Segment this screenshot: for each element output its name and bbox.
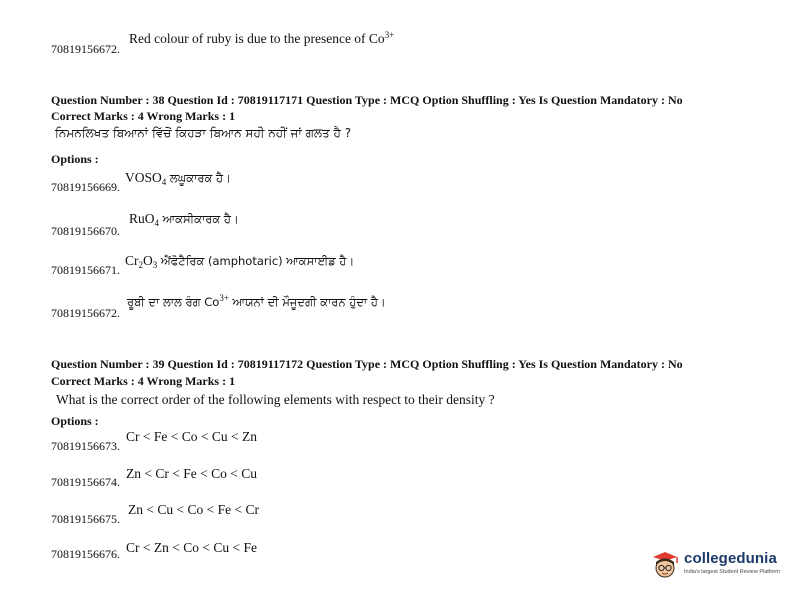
- option-text-main: Red colour of ruby is due to the presence of Co: [129, 31, 385, 46]
- option-id: 70819156673.: [51, 439, 120, 453]
- option-text-main: ਰੂਬੀ ਦਾ ਲਾਲ ਰੰਗ Co: [127, 295, 220, 309]
- logo-tagline: India's largest Student Review Platform: [684, 569, 780, 575]
- option-text: Zn < Cr < Fe < Co < Cu: [126, 466, 257, 481]
- option-id: 70819156671.: [51, 263, 120, 277]
- option-formula-2: O: [143, 253, 153, 268]
- options-label: Options :: [51, 152, 99, 166]
- options-label: Options :: [51, 414, 99, 428]
- mascot-icon: [648, 548, 682, 582]
- option-text-rest: ਐਂਫੋਟੈਰਿਕ (amphotaric) ਆਕਸਾਈਡ ਹੈ।: [157, 254, 355, 268]
- option-text: Zn < Cu < Co < Fe < Cr: [128, 502, 259, 517]
- option-formula: VOSO: [125, 170, 162, 185]
- option-id: 70819156670.: [51, 224, 120, 238]
- option-text: [129, 30, 394, 47]
- option-id: 70819156672.: [51, 42, 120, 56]
- question-marks: Correct Marks : 4 Wrong Marks : 1: [51, 109, 236, 123]
- question-marks: Correct Marks : 4 Wrong Marks : 1: [51, 374, 236, 388]
- logo-brand-text: collegedunia: [684, 550, 777, 567]
- option-superscript: 3+: [384, 30, 395, 40]
- option-id: 70819156675.: [51, 512, 120, 526]
- option-text-rest: ਆਕਸੀਕਾਰਕ ਹੈ।: [159, 212, 239, 226]
- option-id: 70819156669.: [51, 180, 120, 194]
- question-text: ਨਿਮਨਲਿਖਤ ਬਿਆਨਾਂ ਵਿੱਚੋਂ ਕਿਹੜਾ ਬਿਆਨ ਸਹੀ ਨਹੀਂ ਜਾਂ ਗਲਤ ਹੈ ?: [55, 126, 352, 140]
- option-text-rest: ਲਘੂਕਾਰਕ ਹੈ।: [166, 171, 231, 185]
- option-id: 70819156674.: [51, 475, 120, 489]
- option-text: [125, 170, 231, 187]
- collegedunia-logo: [648, 548, 788, 582]
- option-id: 70819156672.: [51, 306, 120, 320]
- option-subscript: 4: [161, 177, 167, 187]
- option-subscript: 4: [154, 218, 160, 228]
- question-header: Question Number : 39 Question Id : 70819117172 Question Type : MCQ Option Shuffling : Yes Is Question Mandatory : No: [51, 357, 683, 371]
- option-text: [127, 293, 386, 310]
- option-formula: RuO: [129, 211, 155, 226]
- option-text-rest: ਆਯਨਾਂ ਦੀ ਮੌਜੂਦਗੀ ਕਾਰਨ ਹੁੰਦਾ ਹੈ।: [228, 295, 386, 309]
- option-text: Cr < Zn < Co < Cu < Fe: [126, 540, 257, 555]
- option-text: [125, 253, 354, 270]
- option-formula: Cr: [125, 253, 139, 268]
- option-superscript: 3+: [219, 293, 229, 303]
- option-subscript: 2: [138, 260, 143, 270]
- option-text: Cr < Fe < Co < Cu < Zn: [126, 429, 257, 444]
- option-text: [129, 211, 239, 228]
- option-subscript-2: 3: [152, 260, 158, 270]
- question-header: Question Number : 38 Question Id : 70819117171 Question Type : MCQ Option Shuffling : Yes Is Question Mandatory : No: [51, 93, 683, 107]
- option-id: 70819156676.: [51, 547, 120, 561]
- question-text: What is the correct order of the following elements with respect to their density ?: [56, 392, 495, 407]
